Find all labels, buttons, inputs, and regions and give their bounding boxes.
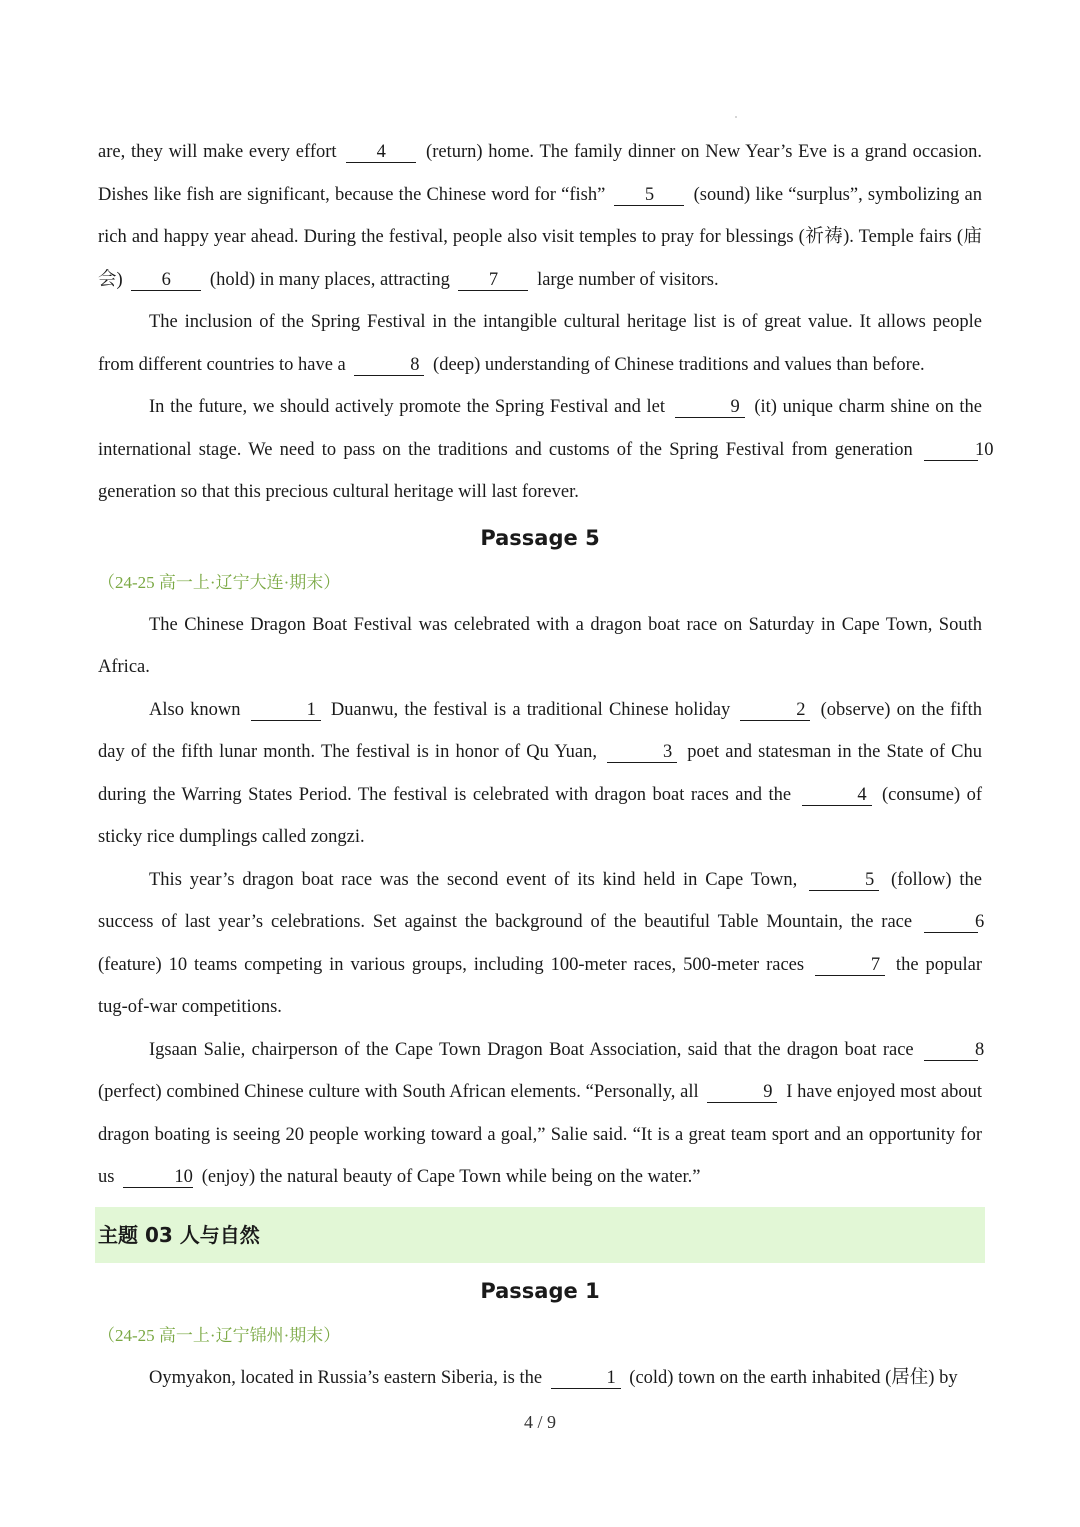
blank-8[interactable]: 8 <box>924 1040 978 1061</box>
blank-4[interactable]: 4 <box>346 142 416 163</box>
text-span: generation so that this precious cultural heritage will last forever. <box>98 482 579 502</box>
passage1-title: Passage 1 <box>480 1278 600 1303</box>
blank-9[interactable]: 9 <box>675 397 745 418</box>
blank-5[interactable]: 5 <box>809 870 879 891</box>
text-span: (return) home. The family dinner on New Year’s Eve is a grand occasion. Dishes like fish are significant, because the Chinese word for “fish” <box>98 142 982 205</box>
blank-1[interactable]: 1 <box>551 1368 621 1389</box>
text-span: (deep) understanding of Chinese traditions and values than before. <box>428 354 925 375</box>
text-span: The inclusion of the Spring Festival in the intangible cultural heritage list is of great value. It allows people from different countries to have a <box>98 312 982 375</box>
topic-heading: 主题 03 人与自然 <box>95 1207 985 1263</box>
blank-6[interactable]: 6 <box>924 912 978 933</box>
text-span: the popular tug-of-war competitions. <box>98 954 982 1017</box>
text-span: Oymyakon, located in Russia’s eastern Siberia, is the <box>149 1367 547 1388</box>
passage1-source: （24-25 高一上·辽宁锦州·期末） <box>98 1325 341 1345</box>
text-span: Also known <box>149 699 247 720</box>
blank-4[interactable]: 4 <box>802 785 872 806</box>
text-span: Duanwu, the festival is a traditional Chinese holiday <box>324 699 737 720</box>
text-span: Igsaan Salie, chairperson of the Cape Town Dragon Boat Association, said that the dragon boat race <box>149 1039 920 1060</box>
text-span: I have enjoyed most about dragon boating is seeing 20 people working toward a goal,” Salie said. “It is a great team sport and an opportunity for us <box>98 1082 982 1187</box>
page-content <box>98 131 994 1399</box>
passage4-paragraph-3 <box>98 386 994 514</box>
blank-7[interactable]: 7 <box>458 270 528 291</box>
blank-3[interactable]: 3 <box>607 742 677 763</box>
blank-1[interactable]: 1 <box>251 700 321 721</box>
text-span: (hold) in many places, attracting <box>205 269 455 290</box>
text-span: (sound) like “surplus”, symbolizing an rich and happy year ahead. During the festival, people also visit temples to pray for blessings (祈祷). Temple fairs (庙会) <box>98 184 982 290</box>
page-number: 4 / 9 <box>523 1412 556 1432</box>
passage1-paragraph-1 <box>98 1357 982 1400</box>
blank-2[interactable]: 2 <box>740 700 810 721</box>
passage5-paragraph-2 <box>98 689 982 859</box>
text-span: (consume) of sticky rice dumplings called zongzi. <box>98 784 982 847</box>
blank-10[interactable]: 10 <box>123 1167 193 1188</box>
passage4-paragraph-2 <box>98 301 982 386</box>
text-span: In the future, we should actively promote the Spring Festival and let <box>149 397 671 417</box>
passage5-title: Passage 5 <box>480 525 600 550</box>
passage5-source: （24-25 高一上·辽宁大连·期末） <box>98 572 341 592</box>
scan-dot <box>735 116 737 118</box>
passage5-paragraph-3 <box>98 859 985 1029</box>
text-span: are, they will make every effort <box>98 142 343 162</box>
text-span: (it) unique charm shine on the international stage. We need to pass on the traditions and customs of the Spring Festival from generation <box>98 397 983 460</box>
blank-9[interactable]: 9 <box>707 1082 777 1103</box>
blank-7[interactable]: 7 <box>815 955 885 976</box>
passage5-paragraph-4 <box>98 1029 985 1199</box>
text-span: poet and statesman in the State of Chu during the Warring States Period. The festival is celebrated with dragon boat races and the <box>98 742 982 805</box>
text-span: (feature) 10 teams competing in various groups, including 100-meter races, 500-meter races <box>98 954 811 975</box>
text-span: (perfect) combined Chinese culture with South African elements. “Personally, all <box>98 1082 704 1102</box>
text-span: (observe) on the fifth day of the fifth lunar month. The festival is in honor of Qu Yuan, <box>98 699 982 762</box>
blank-10[interactable]: 10 <box>924 440 978 461</box>
text-span: large number of visitors. <box>532 269 719 290</box>
passage4-paragraph-1 <box>98 131 982 301</box>
blank-8[interactable]: 8 <box>354 355 424 376</box>
text-span: This year’s dragon boat race was the second event of its kind held in Cape Town, <box>149 869 806 890</box>
text-span: (cold) town on the earth inhabited (居住) by <box>624 1367 958 1388</box>
blank-6[interactable]: 6 <box>131 270 201 291</box>
passage5-paragraph-1: The Chinese Dragon Boat Festival was celebrated with a dragon boat race on Saturday in Cape Town, South Africa. <box>98 614 982 677</box>
text-span: (enjoy) the natural beauty of Cape Town while being on the water.” <box>197 1167 701 1187</box>
blank-5[interactable]: 5 <box>614 185 684 206</box>
text-span: (follow) the success of last year’s celebrations. Set against the background of the beautiful Table Mountain, the race <box>98 869 982 932</box>
